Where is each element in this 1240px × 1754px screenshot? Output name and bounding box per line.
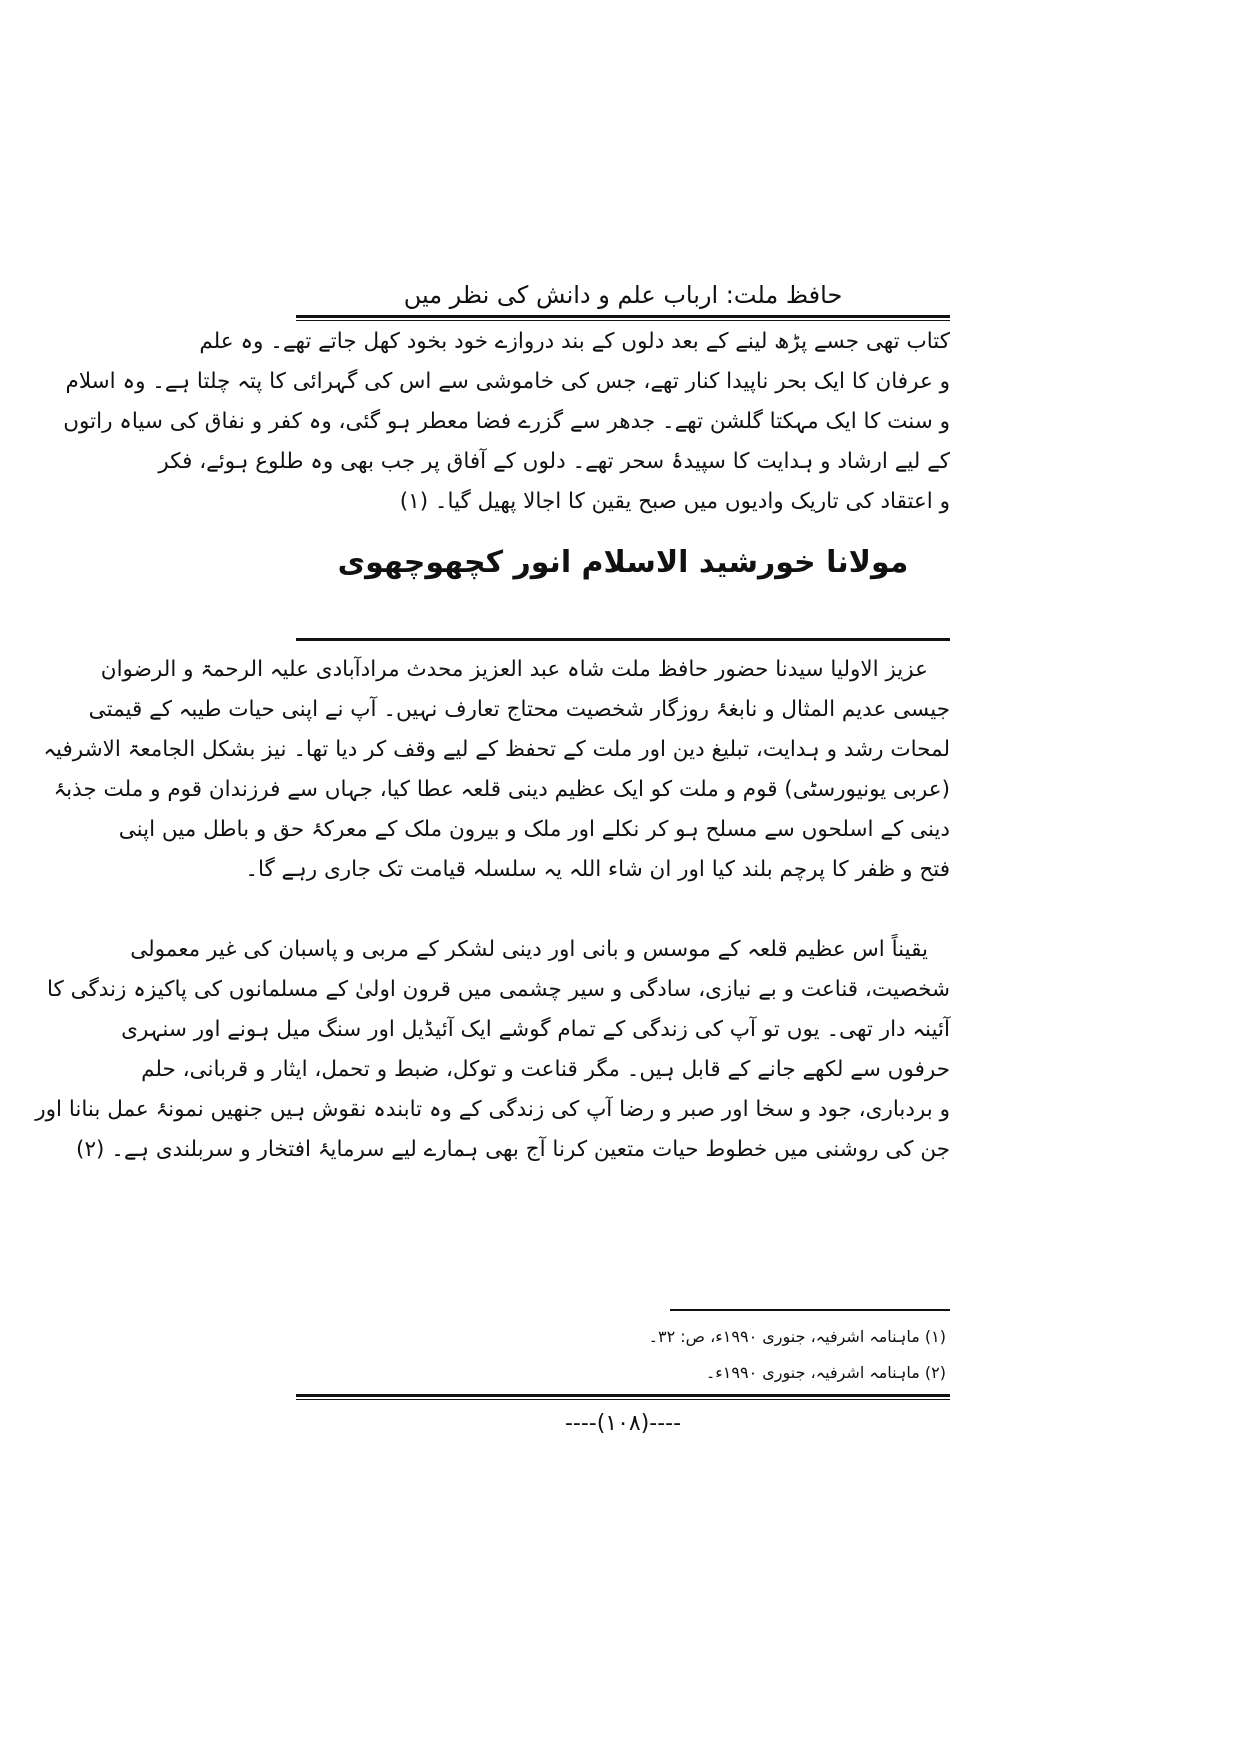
section-divider: [296, 638, 950, 641]
text-line: (عربی یونیورسٹی) قوم و ملت کو ایک عظیم دینی قلعہ عطا کیا، جہاں سے فرزندان قوم و ملت جذبۂ: [53, 777, 950, 802]
intro-paragraph: [63, 322, 950, 522]
text-line: کتاب تھی جسے پڑھ لینے کے بعد دلوں کے بند دروازے خود بخود کھل جاتے تھے۔ وہ علم: [199, 329, 950, 354]
footnote: (۲) ماہنامہ اشرفیہ، جنوری ۱۹۹۰ء۔: [705, 1363, 946, 1382]
text-line: شخصیت، قناعت و بے نیازی، سادگی و سیر چشمی میں قرون اولیٰ کے مسلمانوں کی پاکیزہ زندگی کا: [47, 977, 950, 1002]
text-line: عزیز الاولیا سیدنا حضور حافظ ملت شاہ عبد العزیز محدث مرادآبادی علیہ الرحمۃ و الرضوان: [100, 657, 928, 682]
text-line: جیسی عدیم المثال و نابغۂ روزگار شخصیت محتاج تعارف نہیں۔ آپ نے اپنی حیات طیبہ کے قیمتی: [88, 697, 950, 722]
text-line: لمحات رشد و ہدایت، تبلیغ دین اور ملت کے تحفظ کے لیے وقف کر دیا تھا۔ نیز بشکل الجامعۃ الاشرفیہ: [43, 737, 950, 762]
text-line: حرفوں سے لکھے جانے کے قابل ہیں۔ مگر قناعت و توکل، ضبط و تحمل، ایثار و قربانی، حلم: [141, 1057, 950, 1082]
section-heading: مولانا خورشید الاسلام انور کچھوچھوی: [337, 545, 909, 580]
text-line: فتح و ظفر کا پرچم بلند کیا اور ان شاء اللہ یہ سلسلہ قیامت تک جاری رہے گا۔: [245, 857, 950, 882]
page-number: ----(۱۰۸)----: [564, 1411, 682, 1436]
text-line: آئینہ دار تھی۔ یوں تو آپ کی زندگی کے تمام گوشے ایک آئیڈیل اور سنگ میل ہونے اور سنہری: [121, 1017, 950, 1042]
text-line: دینی کے اسلحوں سے مسلح ہو کر نکلے اور ملک و بیرون ملک کے معرکۂ حق و باطل میں اپنی: [118, 817, 950, 842]
footer-double-rule: [296, 1394, 950, 1400]
footnotes: [296, 1319, 950, 1391]
footnote-separator: [670, 1309, 950, 1311]
text-line: جن کی روشنی میں خطوط حیات متعین کرنا آج بھی ہمارے لیے سرمایۂ افتخار و سربلندی ہے۔ (۲): [76, 1137, 950, 1162]
text-line: یقیناً اس عظیم قلعہ کے موسس و بانی اور دینی لشکر کے مربی و پاسبان کی غیر معمولی: [130, 937, 928, 962]
text-line: و اعتقاد کی تاریک وادیوں میں صبح یقین کا اجالا پھیل گیا۔ (۱): [399, 489, 950, 514]
text-line: و بردباری، جود و سخا اور صبر و رضا آپ کی زندگی کے وہ تابندہ نقوش ہیں جنھیں نمونۂ عمل بنانا اور: [35, 1097, 950, 1122]
text-line: و عرفان کا ایک بحر ناپیدا کنار تھے، جس کی خاموشی سے اس کی گہرائی کا پتہ چلتا ہے۔ وہ اسلام: [65, 369, 950, 394]
text-line: کے لیے ارشاد و ہدایت کا سپیدۂ سحر تھے۔ دلوں کے آفاق پر جب بھی وہ طلوع ہوئے، فکر: [158, 449, 950, 474]
body-paragraph-2: [35, 930, 950, 1170]
header-double-rule: [296, 315, 950, 321]
footnote: (۱) ماہنامہ اشرفیہ، جنوری ۱۹۹۰ء، ص: ۳۲۔: [648, 1327, 946, 1346]
text-line: و سنت کا ایک مہکتا گلشن تھے۔ جدھر سے گزرے فضا معطر ہو گئی، وہ کفر و نفاق کی سیاہ راتوں: [63, 409, 950, 434]
running-header: حافظ ملت: ارباب علم و دانش کی نظر میں: [403, 281, 843, 309]
body-paragraph-1: [43, 650, 950, 890]
